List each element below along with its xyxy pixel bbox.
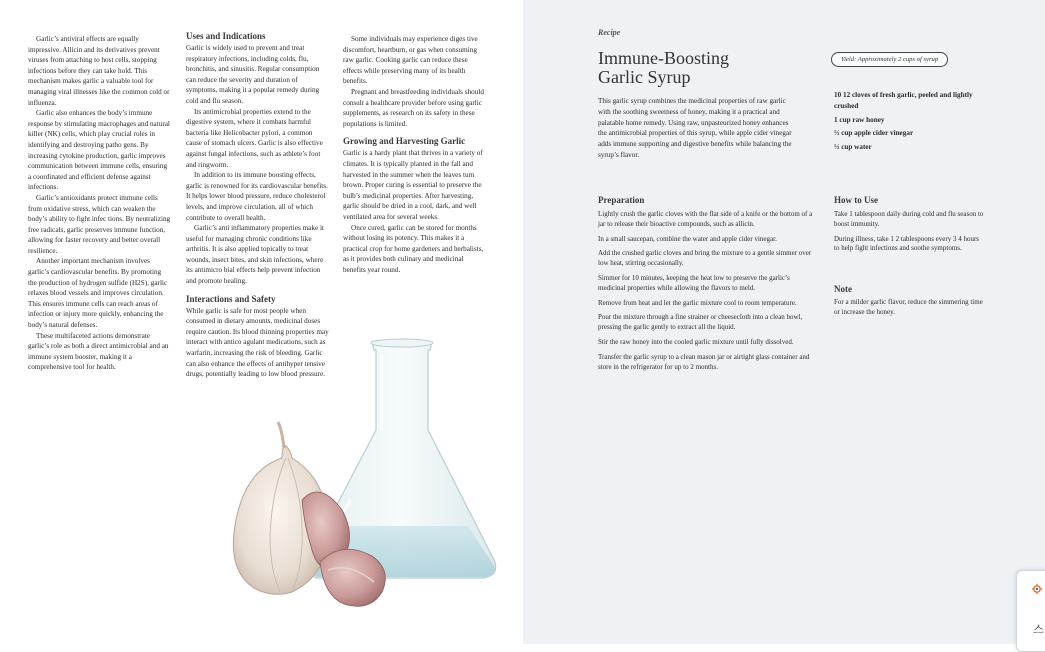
left-page	[0, 0, 523, 644]
preparation-step: Remove from heat and let the garlic mixture cool to room temperature.	[598, 298, 797, 307]
col1-paragraph: These multifaceted actions demonstrate garlic’s role as both a direct antimicrobial and an immune system booster, making it a comprehensive tool for health.	[28, 331, 169, 372]
preparation-step: Simmer for 10 minutes, keeping the heat low to preserve the garlic’s medicinal properties while allowing the flavors to meld.	[598, 273, 790, 292]
floating-toolbar-widget[interactable]	[1016, 570, 1045, 652]
preparation-step: Pour the mixture through a fine strainer or cheesecloth into a clean bowl, pressing the garlic gently to extract all the liquid.	[598, 313, 803, 332]
heading-interactions-and-safety: Interactions and Safety	[186, 293, 276, 304]
col2-paragraph: In addition to its immune boosting effects, garlic is renowned for its cardiovascular benefits. It helps lower blood pressure, reduce cholesterol levels, and improve circulation, all of which contribute to overall health.	[186, 171, 328, 222]
how-to-use-item: Take 1 tablespoon daily during cold and flu season to boost immunity.	[834, 210, 984, 228]
preparation-heading: Preparation	[598, 195, 645, 205]
col3-paragraph: Pregnant and breastfeeding individuals should consult a healthcare provider before using garlic supplements, as research on its safety in these populations is limited.	[343, 87, 484, 128]
settings-gear-icon[interactable]	[1031, 583, 1043, 595]
recipe-label: Recipe	[598, 28, 621, 37]
ingredient-item: 10 12 cloves of fresh garlic, peeled and lightly crushed	[834, 91, 973, 110]
ingredient-item: 1 cup raw honey	[834, 115, 885, 124]
left-column-2	[186, 30, 329, 380]
col2-paragraph: Garlic is widely used to prevent and treat respiratory infections, including colds, flu, bronchitis, and sinusitis. Regular consumption can reduce the severity and duration of symptoms, making it a popular remedy during cold and flu season.	[186, 44, 320, 105]
yield-badge: Yield: Approximately 2 cups of syrup	[831, 52, 948, 67]
recipe-intro: This garlic syrup combines the medicinal properties of raw garlic with the soothing sweetness of honey, making it a practical and palatable home remedy. Using raw, unpasteurized honey enhances the antimicrobial properties of this syrup, while apple cider vinegar adds immune supporting and digestive benefits while balancing the syrup’s flavor.	[598, 97, 792, 159]
how-to-use-item: During illness, take 1 2 tablespoons every 3 4 hours to help fight infections and soothe symptoms.	[834, 234, 980, 253]
recipe-title-line-2: Garlic Syrup	[598, 67, 691, 87]
col3-paragraph: Once cured, garlic can be stored for months without losing its potency. This makes it a practical crop for home gardeners and herbalists, as it provides both culinary and medicinal benefits year round.	[343, 223, 484, 274]
how-to-use-heading: How to Use	[834, 195, 878, 205]
col1-paragraph: Garlic also enhances the body’s immune response by stimulating macrophages and natural killer (NK) cells, which play crucial roles in identifying and destroying patho gens. By increasing cytokine production, garlic improves communication between immune cells, ensuring a coordinated and efficient defense against infections.	[28, 109, 170, 192]
preparation-step: Lightly crush the garlic cloves with the flat side of a knife or the bottom of a jar to release their bioactive compounds, such as allicin.	[598, 210, 813, 228]
col2-paragraph: Garlic’s anti inflammatory properties make it useful for managing chronic conditions like arthritis. It is also applied topically to treat wounds, insect bites, and skin infections, where its antimicro bial effects help prevent infection and promote healing.	[186, 224, 324, 286]
col1-paragraph: Garlic’s antioxidants protect immune cells from oxidative stress, which can weaken the body’s ability to fight infec tions. By neutralizing free radicals, garlic preserves immune function, allowing for faster recovery and better overall resilience.	[28, 193, 171, 255]
heading-growing-and-harvesting: Growing and Harvesting Garlic	[343, 136, 466, 147]
left-column-1	[28, 34, 171, 373]
garlic-and-flask-illustration	[232, 330, 507, 620]
preparation-step: Stir the raw honey into the cooled garlic mixture until fully dissolved.	[598, 337, 794, 346]
recipe-title	[598, 49, 778, 87]
col2-paragraph: Its antimicrobial properties extend to the digestive system, where it combats harmful bacteria like Helicobacter pylori, a common cause of stomach ulcers. Garlic is also effective against fungal infections, such as athlete’s foot and ringworm.	[186, 107, 323, 169]
note-heading: Note	[834, 284, 852, 294]
preparation-step: Add the crushed garlic cloves and bring the mixture to a gentle simmer over low heat, stirring occasionally.	[598, 249, 812, 268]
preparation-step: Transfer the garlic syrup to a clean mason jar or airtight glass container and store in the refrigerator for up to 2 months.	[598, 352, 810, 371]
preparation-steps	[598, 210, 818, 377]
col1-paragraph: Another important mechanism involves garlic’s cardiovascular benefits. By promoting the production of hydrogen sulfide (H2S), garlic relaxes blood vessels and improves circulation. This ensures immune cells can reach areas of infection or injury more quickly, enhancing the body’s natural defenses.	[28, 257, 168, 330]
preparation-step: In a small saucepan, combine the water and apple cider vinegar.	[598, 234, 777, 243]
col2-paragraph: While garlic is safe for most people when consumed in dietary amounts, medicinal doses require caution. Its blood thinning properties may interact with antico agulant medications, such as warfarin, increasing the risk of bleeding. Garlic can also enhance the effects of antihyper tensive drugs, potentially leading to low blood pressure.	[186, 306, 329, 379]
col1-paragraph: Garlic’s antiviral effects are equally impressive. Allicin and its derivatives prevent viruses from attaching to host cells, stopping infections before they can take hold. This mechanism makes garlic a valuable tool for managing viral illnesses like the common cold or influenza.	[28, 35, 170, 107]
ingredients-list	[834, 90, 984, 156]
col3-paragraph: Garlic is a hardy plant that thrives in a variety of climates. It is typically planted in the fall and harvested in the summer when the leaves turn brown. Proper curing is essential to preserve the bulb’s medicinal properties. After harvesting, garlic should be dried in a cool, dark, and well ventilated area for several weeks.	[343, 149, 483, 221]
ingredient-item: ½ cup water	[834, 143, 872, 152]
right-page	[523, 0, 1045, 644]
how-to-use-list	[834, 210, 984, 259]
left-column-3	[343, 34, 488, 275]
note-text: For a milder garlic flavor, reduce the simmering time or increase the honey.	[834, 298, 983, 316]
recipe-title-line-1: Immune-Boosting	[598, 48, 729, 68]
ingredient-item: ½ cup apple cider vinegar	[834, 129, 914, 138]
heading-uses-and-indications: Uses and Indications	[186, 31, 266, 41]
col3-paragraph: Some individuals may experience diges tive discomfort, heartburn, or gas when consuming raw garlic. Cooking garlic can reduce these effects while preserving many of its health benefits.	[343, 35, 478, 86]
input-method-indicator[interactable]: 스	[1033, 623, 1044, 636]
